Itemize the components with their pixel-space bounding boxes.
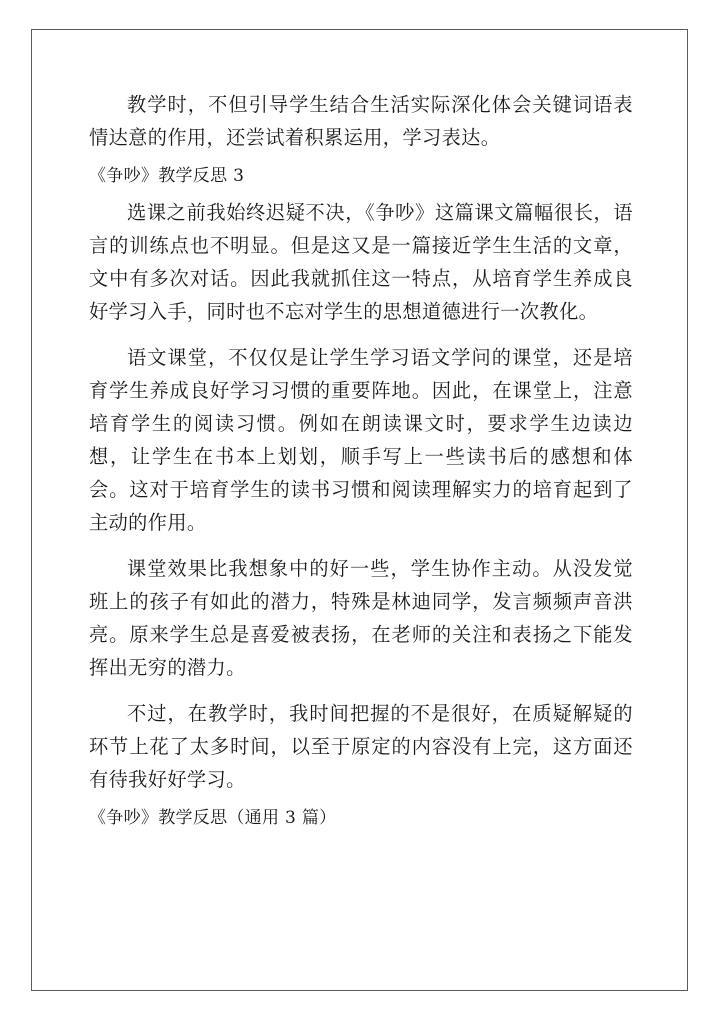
body-paragraph-2: 语文课堂，不仅仅是让学生学习语文学问的课堂，还是培育学生养成良好学习习惯的重要阵地。因此，在课堂上，注意培育学生的阅读习惯。例如在朗读课文时，要求学生边读边想，让学生在书本上划划，顺手写上一些读书后的感想和体会。这对于培育学生的读书习惯和阅读理解实力的培育起到了主动的作用。 <box>89 346 633 534</box>
body-paragraph-3: 课堂效果比我想象中的好一些，学生协作主动。从没发觉班上的孩子有如此的潜力，特殊是林迪同学，发言频频声音洪亮。原来学生总是喜爱被表扬，在老师的关注和表扬之下能发挥出无穷的潜力。 <box>89 557 633 679</box>
body-paragraph-1: 选课之前我始终迟疑不决，《争吵》这篇课文篇幅很长，语言的训练点也不明显。但是这又是一篇接近学生生活的文章，文中有多次对话。因此我就抓住这一特点，从培育学生养成良好学习入手，同时也不忘对学生的思想道德进行一次教化。 <box>89 201 633 323</box>
document-body <box>89 88 633 838</box>
closing-heading: 《争吵》教学反思（通用 3 篇） <box>89 808 337 828</box>
section-heading: 《争吵》教学反思 3 <box>89 166 245 186</box>
intro-paragraph: 教学时，不但引导学生结合生活实际深化体会关键词语表情达意的作用，还尝试着积累运用，学习表达。 <box>89 93 633 149</box>
body-paragraph-4: 不过，在教学时，我时间把握的不是很好，在质疑解疑的环节上花了太多时间，以至于原定的内容没有上完，这方面还有待我好好学习。 <box>89 702 633 791</box>
